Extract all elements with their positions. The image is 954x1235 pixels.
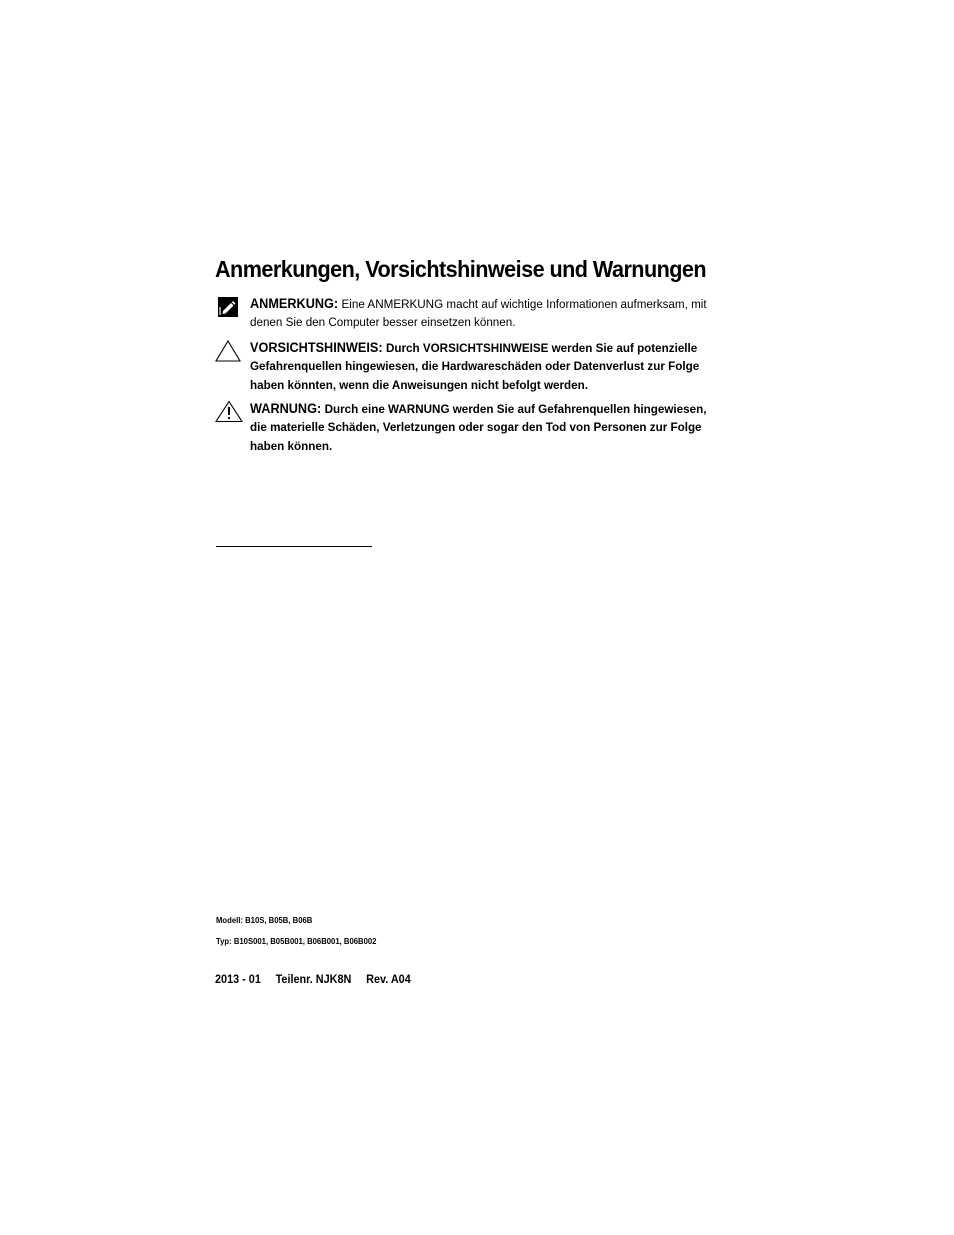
warning-text: Durch eine WARNUNG werden Sie auf Gefahrenquellen hingewiesen, die materielle Schäden, Verletzungen oder sogar den Tod von Personen zur Folge haben können. <box>250 402 707 453</box>
warning-notice <box>214 400 724 455</box>
footer-info <box>215 972 411 986</box>
page-title: Anmerkungen, Vorsichtshinweise und Warnungen <box>215 256 707 282</box>
note-pencil-icon <box>214 295 244 319</box>
note-label: ANMERKUNG: <box>250 296 339 311</box>
note-text: Eine ANMERKUNG macht auf wichtige Informationen aufmerksam, mit denen Sie den Computer besser einsetzen können. <box>250 297 707 330</box>
footer-date: 2013 - 01 <box>215 972 261 986</box>
footer-part-number: Teilenr. NJK8N <box>275 972 352 986</box>
footer-revision: Rev. A04 <box>366 972 411 986</box>
caution-label: VORSICHTSHINWEIS: <box>250 340 383 355</box>
caution-text: Durch VORSICHTSHINWEISE werden Sie auf potenzielle Gefahrenquellen hingewiesen, die Hardwareschäden oder Datenverlust zur Folge haben könnten, wenn die Anweisungen nicht befolgt werden. <box>250 341 700 392</box>
warning-exclamation-triangle-icon <box>214 400 244 424</box>
warning-label: WARNUNG: <box>250 401 322 416</box>
type-line: Typ: B10S001, B05B001, B06B001, B06B002 <box>216 936 377 946</box>
note-notice <box>214 295 724 332</box>
caution-notice <box>214 339 724 394</box>
caution-triangle-icon <box>214 339 244 363</box>
model-line: Modell: B10S, B05B, B06B <box>216 915 313 925</box>
divider-rule <box>216 546 372 547</box>
